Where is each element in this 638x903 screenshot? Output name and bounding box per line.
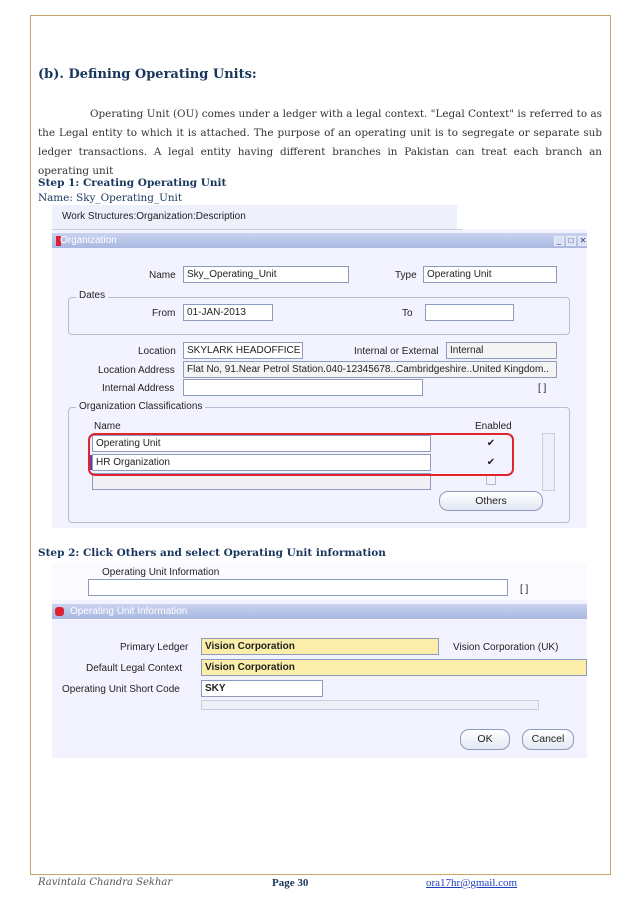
organization-screenshot [52, 205, 587, 528]
oracle-icon [55, 607, 64, 616]
col-enabled-header: Enabled [475, 421, 512, 432]
footer-page: Page 30 [272, 877, 309, 889]
to-label: To [402, 308, 413, 319]
maximize-icon[interactable]: □ [566, 236, 576, 246]
enabled-checkbox-1[interactable]: ✔ [486, 438, 496, 449]
cancel-button[interactable]: Cancel [522, 729, 574, 750]
step2-title: Step 2: Click Others and select Operating Unit information [38, 547, 386, 559]
internal-external-field[interactable]: Internal [446, 342, 557, 359]
ou-window-title: Operating Unit Information [70, 606, 188, 617]
internal-address-label: Internal Address [102, 383, 175, 394]
classifications-scrollbar[interactable] [542, 433, 555, 491]
location-field[interactable]: SKYLARK HEADOFFICE [183, 342, 303, 359]
organization-titlebar [52, 233, 587, 248]
flexfield-bracket[interactable]: [ ] [538, 383, 547, 394]
classifications-label: Organization Classifications [76, 401, 205, 412]
location-address-label: Location Address [98, 365, 175, 376]
window-title: Organization [60, 235, 117, 246]
enabled-checkbox-3[interactable] [486, 475, 496, 485]
primary-ledger-description: Vision Corporation (UK) [453, 642, 559, 653]
classification-row-2[interactable]: HR Organization [92, 454, 431, 471]
dates-label: Dates [76, 290, 108, 301]
default-legal-context-field[interactable]: Vision Corporation [201, 659, 587, 676]
location-label: Location [138, 346, 176, 357]
operating-unit-screenshot [52, 563, 587, 758]
ok-button[interactable]: OK [460, 729, 510, 750]
to-date-field[interactable] [425, 304, 514, 321]
intro-paragraph [38, 105, 602, 181]
from-date-field[interactable]: 01-JAN-2013 [183, 304, 273, 321]
internal-external-label: Internal or External [354, 346, 439, 357]
horizontal-scrollbar[interactable] [201, 700, 539, 710]
classification-row-1[interactable]: Operating Unit [92, 435, 431, 452]
highlight-box [88, 433, 514, 476]
default-legal-context-label: Default Legal Context [86, 663, 183, 674]
internal-address-field[interactable] [183, 379, 423, 396]
footer-email[interactable]: ora17hr@gmail.com [426, 877, 518, 889]
col-name-header: Name [94, 421, 121, 432]
close-icon[interactable]: ✕ [579, 236, 587, 245]
short-code-label: Operating Unit Short Code [62, 684, 180, 695]
intro-text: Operating Unit (OU) comes under a ledger with a legal context. "Legal Context" is referred to as the Legal entity to which it is attached. The purpose of an operating unit is to segregate or separate sub ledger transactions. A legal entity having different branches in Pakistan can treat each branch an operating unit [38, 108, 602, 177]
others-button[interactable]: Others [439, 491, 543, 511]
breadcrumb-blank [457, 205, 587, 229]
short-code-field[interactable]: SKY [201, 680, 323, 697]
name-field[interactable]: Sky_Operating_Unit [183, 266, 349, 283]
footer-author: Ravintala Chandra Sekhar [38, 877, 173, 888]
step1-name-line: Name: Sky_Operating_Unit [38, 192, 183, 204]
name-label: Name [149, 270, 176, 281]
ou-info-titlebar [52, 604, 587, 619]
enabled-checkbox-2[interactable]: ✔ [486, 457, 496, 468]
primary-ledger-field[interactable]: Vision Corporation [201, 638, 439, 655]
primary-ledger-label: Primary Ledger [120, 642, 189, 653]
from-label: From [152, 308, 176, 319]
location-address-field[interactable]: Flat No, 91.Near Petrol Station.040-12345678..Cambridgeshire..United Kingdom.. [183, 361, 557, 378]
type-label: Type [395, 270, 417, 281]
breadcrumb: Work Structures:Organization:Description [62, 211, 246, 222]
minimize-icon[interactable]: _ [554, 236, 564, 246]
flexfield-bracket-2[interactable]: [ ] [520, 584, 529, 595]
step1-title: Step 1: Creating Operating Unit [38, 177, 227, 189]
section-title: (b). Defining Operating Units: [38, 67, 257, 82]
type-field[interactable]: Operating Unit [423, 266, 557, 283]
breadcrumb-bar [52, 205, 462, 230]
list-item-field[interactable] [88, 579, 508, 596]
list-item-operating-unit-info[interactable]: Operating Unit Information [102, 567, 220, 578]
